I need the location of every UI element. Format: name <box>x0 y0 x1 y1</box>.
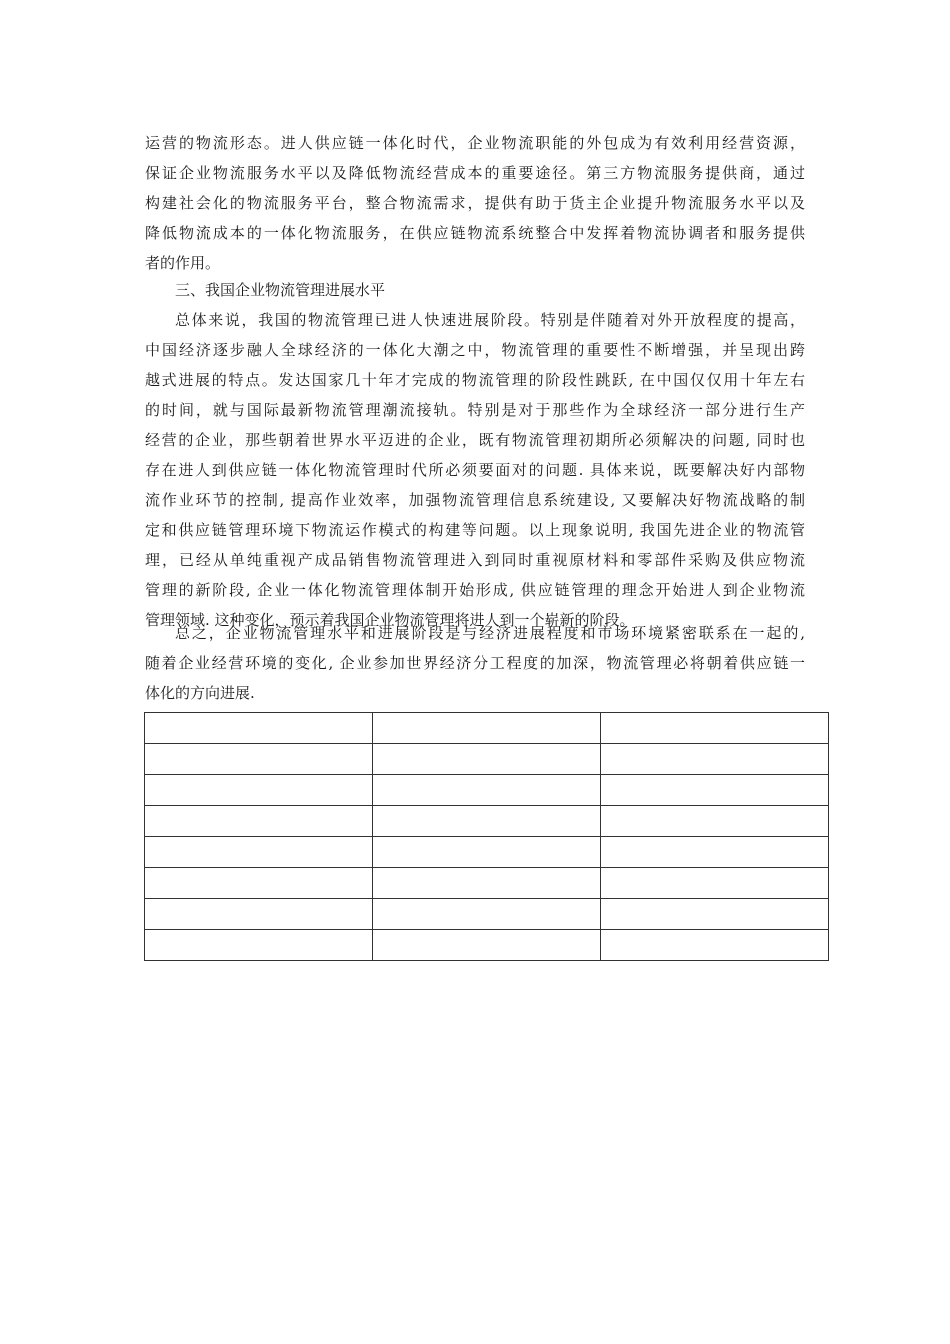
empty-table <box>144 712 829 961</box>
section-heading-text: 三、我国企业物流管理进展水平 <box>175 281 386 299</box>
table-cell <box>145 806 373 837</box>
text-line: 流作业环节的控制, 提高作业效率，加强物流管理信息系统建设, 又要解决好物流战略的制 <box>145 491 805 509</box>
table-cell <box>373 744 601 775</box>
text-line: 经营的企业，那些朝着世界水平迈进的企业，既有物流管理初期所必须解决的问题, 同时也 <box>145 431 805 449</box>
table-cell <box>601 775 829 806</box>
table-row <box>145 899 829 930</box>
table-cell <box>601 930 829 961</box>
table-cell <box>601 868 829 899</box>
table-cell <box>145 868 373 899</box>
table-cell <box>601 806 829 837</box>
text-line: 管理领域. 这种变化，预示着我国企业物流管理将进人到一个崭新的阶段。 <box>145 611 635 629</box>
table-cell <box>145 930 373 961</box>
paragraph-outsourcing <box>145 128 805 278</box>
paragraph-conclusion <box>145 618 805 708</box>
text-line: 存在进人到供应链一体化物流管理时代所必须要面对的问题. 具体来说，既要解决好内部物 <box>145 461 805 479</box>
table-row <box>145 713 829 744</box>
text-line: 越式进展的特点。发达国家几十年才完成的物流管理的阶段性跳跃, 在中国仅仅用十年左右 <box>145 371 805 389</box>
text-line: 运营的物流形态。进人供应链一体化时代，企业物流职能的外包成为有效利用经营资源， <box>145 134 805 152</box>
text-line: 者的作用。 <box>145 254 221 272</box>
text-line: 体化的方向进展. <box>145 684 255 702</box>
table-row <box>145 868 829 899</box>
table-cell <box>373 713 601 744</box>
text-line: 管理的新阶段, 企业一体化物流管理体制开始形成, 供应链管理的理念开始进人到企业物流 <box>145 581 805 599</box>
text-line: 的时间，就与国际最新物流管理潮流接轨。特别是对于那些作为全球经济一部分进行生产 <box>145 401 805 419</box>
text-line: 定和供应链管理环境下物流运作模式的构建等问题。以上现象说明, 我国先进企业的物流管 <box>145 521 805 539</box>
table-cell <box>373 930 601 961</box>
table-cell <box>601 744 829 775</box>
text-line: 总体来说，我国的物流管理已进人快速进展阶段。特别是伴随着对外开放程度的提高， <box>175 311 805 329</box>
text-line: 中国经济逐步融人全球经济的一体化大潮之中，物流管理的重要性不断增强，并呈现出跨 <box>145 341 805 359</box>
table-row <box>145 744 829 775</box>
table-cell <box>145 899 373 930</box>
table-cell <box>373 806 601 837</box>
table-row <box>145 775 829 806</box>
paragraph-development-level <box>145 305 805 635</box>
table-cell <box>601 837 829 868</box>
table-cell <box>601 899 829 930</box>
table-cell <box>145 713 373 744</box>
table-row <box>145 930 829 961</box>
table-cell <box>145 775 373 806</box>
table-cell <box>601 713 829 744</box>
text-line: 保证企业物流服务水平以及降低物流经营成本的重要途径。第三方物流服务提供商，通过 <box>145 164 805 182</box>
section-heading <box>145 275 805 305</box>
text-line: 随着企业经营环境的变化, 企业参加世界经济分工程度的加深，物流管理必将朝着供应链一 <box>145 654 805 672</box>
text-line: 降低物流成本的一体化物流服务，在供应链物流系统整合中发挥着物流协调者和服务提供 <box>145 224 805 242</box>
text-line: 构建社会化的物流服务平台，整合物流需求，提供有助于货主企业提升物流服务水平以及 <box>145 194 805 212</box>
table-cell <box>373 868 601 899</box>
table-cell <box>373 899 601 930</box>
text-line: 理，已经从单纯重视产成品销售物流管理进入到同时重视原材料和零部件采购及供应物流 <box>145 551 805 569</box>
table-row <box>145 806 829 837</box>
table-cell <box>145 837 373 868</box>
table-cell <box>145 744 373 775</box>
table-row <box>145 837 829 868</box>
table-cell <box>373 775 601 806</box>
text-line: 总之，企业物流管理水平和进展阶段是与经济进展程度和市场环境紧密联系在一起的, <box>175 624 805 642</box>
table-cell <box>373 837 601 868</box>
